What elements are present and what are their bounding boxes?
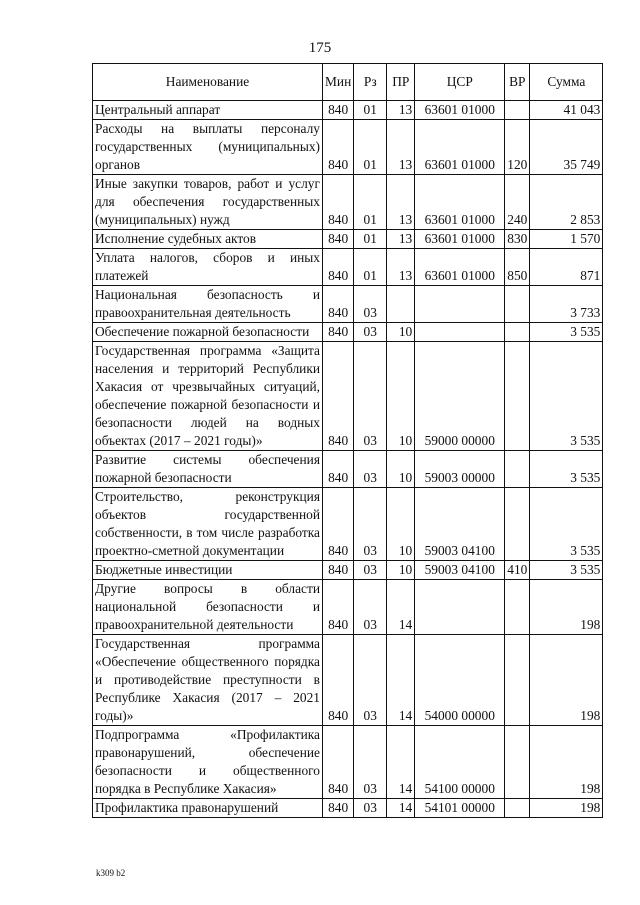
cell-name: Центральный аппарат [93,101,323,120]
cell-min: 840 [323,451,354,488]
page-number: 175 [308,40,332,56]
cell-name: Строительство, реконструкция объектов государственной собственности, в том числе разработка проектно-сметной документации [93,488,323,561]
cell-vr [505,726,530,799]
cell-sum: 198 [530,635,603,726]
cell-sum: 35 749 [530,120,603,175]
cell-rz: 01 [354,101,387,120]
cell-csr: 63601 01000 [415,249,505,286]
cell-vr [505,101,530,120]
cell-sum: 2 853 [530,175,603,230]
cell-pr: 10 [387,451,415,488]
cell-name: Расходы на выплаты персоналу государственных (муниципальных) органов [93,120,323,175]
header-rz: Рз [354,64,387,101]
cell-vr: 410 [505,561,530,580]
table-row [93,101,603,120]
table-row [93,580,603,635]
cell-rz: 01 [354,249,387,286]
cell-csr [415,323,505,342]
cell-min: 840 [323,286,354,323]
cell-vr: 120 [505,120,530,175]
footer-code: k309 b2 [96,868,126,878]
cell-min: 840 [323,726,354,799]
cell-min: 840 [323,120,354,175]
cell-sum: 198 [530,726,603,799]
cell-sum: 3 535 [530,342,603,451]
cell-name: Бюджетные инвестиции [93,561,323,580]
table-row [93,726,603,799]
cell-csr: 54101 00000 [415,799,505,818]
cell-rz: 03 [354,635,387,726]
cell-pr: 10 [387,342,415,451]
cell-rz: 03 [354,726,387,799]
cell-name: Другие вопросы в области национальной безопасности и правоохранительной деятельности [93,580,323,635]
cell-rz: 03 [354,286,387,323]
cell-vr [505,342,530,451]
header-sum: Сумма [530,64,603,101]
cell-min: 840 [323,488,354,561]
cell-rz: 03 [354,323,387,342]
cell-sum: 1 570 [530,230,603,249]
cell-sum: 3 535 [530,561,603,580]
cell-csr: 63601 01000 [415,175,505,230]
cell-name: Исполнение судебных актов [93,230,323,249]
cell-min: 840 [323,175,354,230]
cell-csr: 54000 00000 [415,635,505,726]
header-name: Наименование [93,64,323,101]
header-vr: ВР [505,64,530,101]
table-row [93,561,603,580]
table-row [93,249,603,286]
cell-name: Развитие системы обеспечения пожарной безопасности [93,451,323,488]
cell-vr [505,488,530,561]
cell-rz: 03 [354,561,387,580]
cell-min: 840 [323,799,354,818]
cell-rz: 03 [354,342,387,451]
cell-pr: 13 [387,101,415,120]
cell-pr: 13 [387,175,415,230]
cell-name: Уплата налогов, сборов и иных платежей [93,249,323,286]
cell-rz: 03 [354,799,387,818]
cell-csr: 59003 04100 [415,561,505,580]
cell-pr: 14 [387,635,415,726]
cell-sum: 41 043 [530,101,603,120]
cell-sum: 198 [530,799,603,818]
cell-name: Профилактика правонарушений [93,799,323,818]
table-row [93,323,603,342]
cell-vr [505,323,530,342]
cell-vr [505,635,530,726]
cell-sum: 3 535 [530,488,603,561]
cell-vr: 850 [505,249,530,286]
cell-pr: 10 [387,323,415,342]
cell-vr: 830 [505,230,530,249]
cell-rz: 01 [354,175,387,230]
cell-name: Государственная программа «Обеспечение общественного порядка и противодействие преступности в Республике Хакасия (2017 – 2021 годы)» [93,635,323,726]
table-row [93,635,603,726]
table-row [93,488,603,561]
table-header-row [93,64,603,101]
cell-vr [505,286,530,323]
cell-name: Иные закупки товаров, работ и услуг для обеспечения государственных (муниципальных) нужд [93,175,323,230]
cell-sum: 3 535 [530,451,603,488]
cell-vr [505,580,530,635]
table-body [93,101,603,818]
cell-name: Национальная безопасность и правоохранительная деятельность [93,286,323,323]
cell-csr: 63601 01000 [415,230,505,249]
cell-csr [415,580,505,635]
cell-sum: 871 [530,249,603,286]
cell-pr: 13 [387,230,415,249]
cell-name: Государственная программа «Защита населения и территорий Республики Хакасия от чрезвычайных ситуаций, обеспечение пожарной безопасности и безопасности людей на водных объектах (2017 – 2021 годы)» [93,342,323,451]
cell-pr: 14 [387,799,415,818]
cell-pr: 14 [387,580,415,635]
cell-sum: 198 [530,580,603,635]
cell-min: 840 [323,580,354,635]
cell-rz: 03 [354,580,387,635]
cell-csr: 54100 00000 [415,726,505,799]
cell-rz: 01 [354,230,387,249]
header-pr: ПР [387,64,415,101]
cell-pr: 13 [387,120,415,175]
table-row [93,799,603,818]
cell-min: 840 [323,249,354,286]
cell-min: 840 [323,635,354,726]
budget-table [92,63,603,818]
header-min: Мин [323,64,354,101]
cell-vr: 240 [505,175,530,230]
table-row [93,286,603,323]
cell-pr: 10 [387,488,415,561]
table-row [93,451,603,488]
cell-name: Подпрограмма «Профилактика правонарушений, обеспечение безопасности и общественного порядка в Республике Хакасия» [93,726,323,799]
cell-pr: 13 [387,249,415,286]
table-row [93,175,603,230]
cell-pr [387,286,415,323]
cell-min: 840 [323,561,354,580]
header-csr: ЦСР [415,64,505,101]
cell-min: 840 [323,323,354,342]
cell-min: 840 [323,342,354,451]
cell-csr: 59000 00000 [415,342,505,451]
cell-sum: 3 535 [530,323,603,342]
table-row [93,230,603,249]
cell-min: 840 [323,101,354,120]
cell-vr [505,451,530,488]
cell-rz: 03 [354,451,387,488]
cell-csr: 59003 04100 [415,488,505,561]
cell-pr: 10 [387,561,415,580]
cell-csr: 63601 01000 [415,101,505,120]
cell-pr: 14 [387,726,415,799]
cell-csr: 59003 00000 [415,451,505,488]
cell-csr: 63601 01000 [415,120,505,175]
cell-rz: 03 [354,488,387,561]
cell-rz: 01 [354,120,387,175]
cell-sum: 3 733 [530,286,603,323]
cell-vr [505,799,530,818]
table-row [93,120,603,175]
cell-name: Обеспечение пожарной безопасности [93,323,323,342]
cell-csr [415,286,505,323]
cell-min: 840 [323,230,354,249]
table-row [93,342,603,451]
